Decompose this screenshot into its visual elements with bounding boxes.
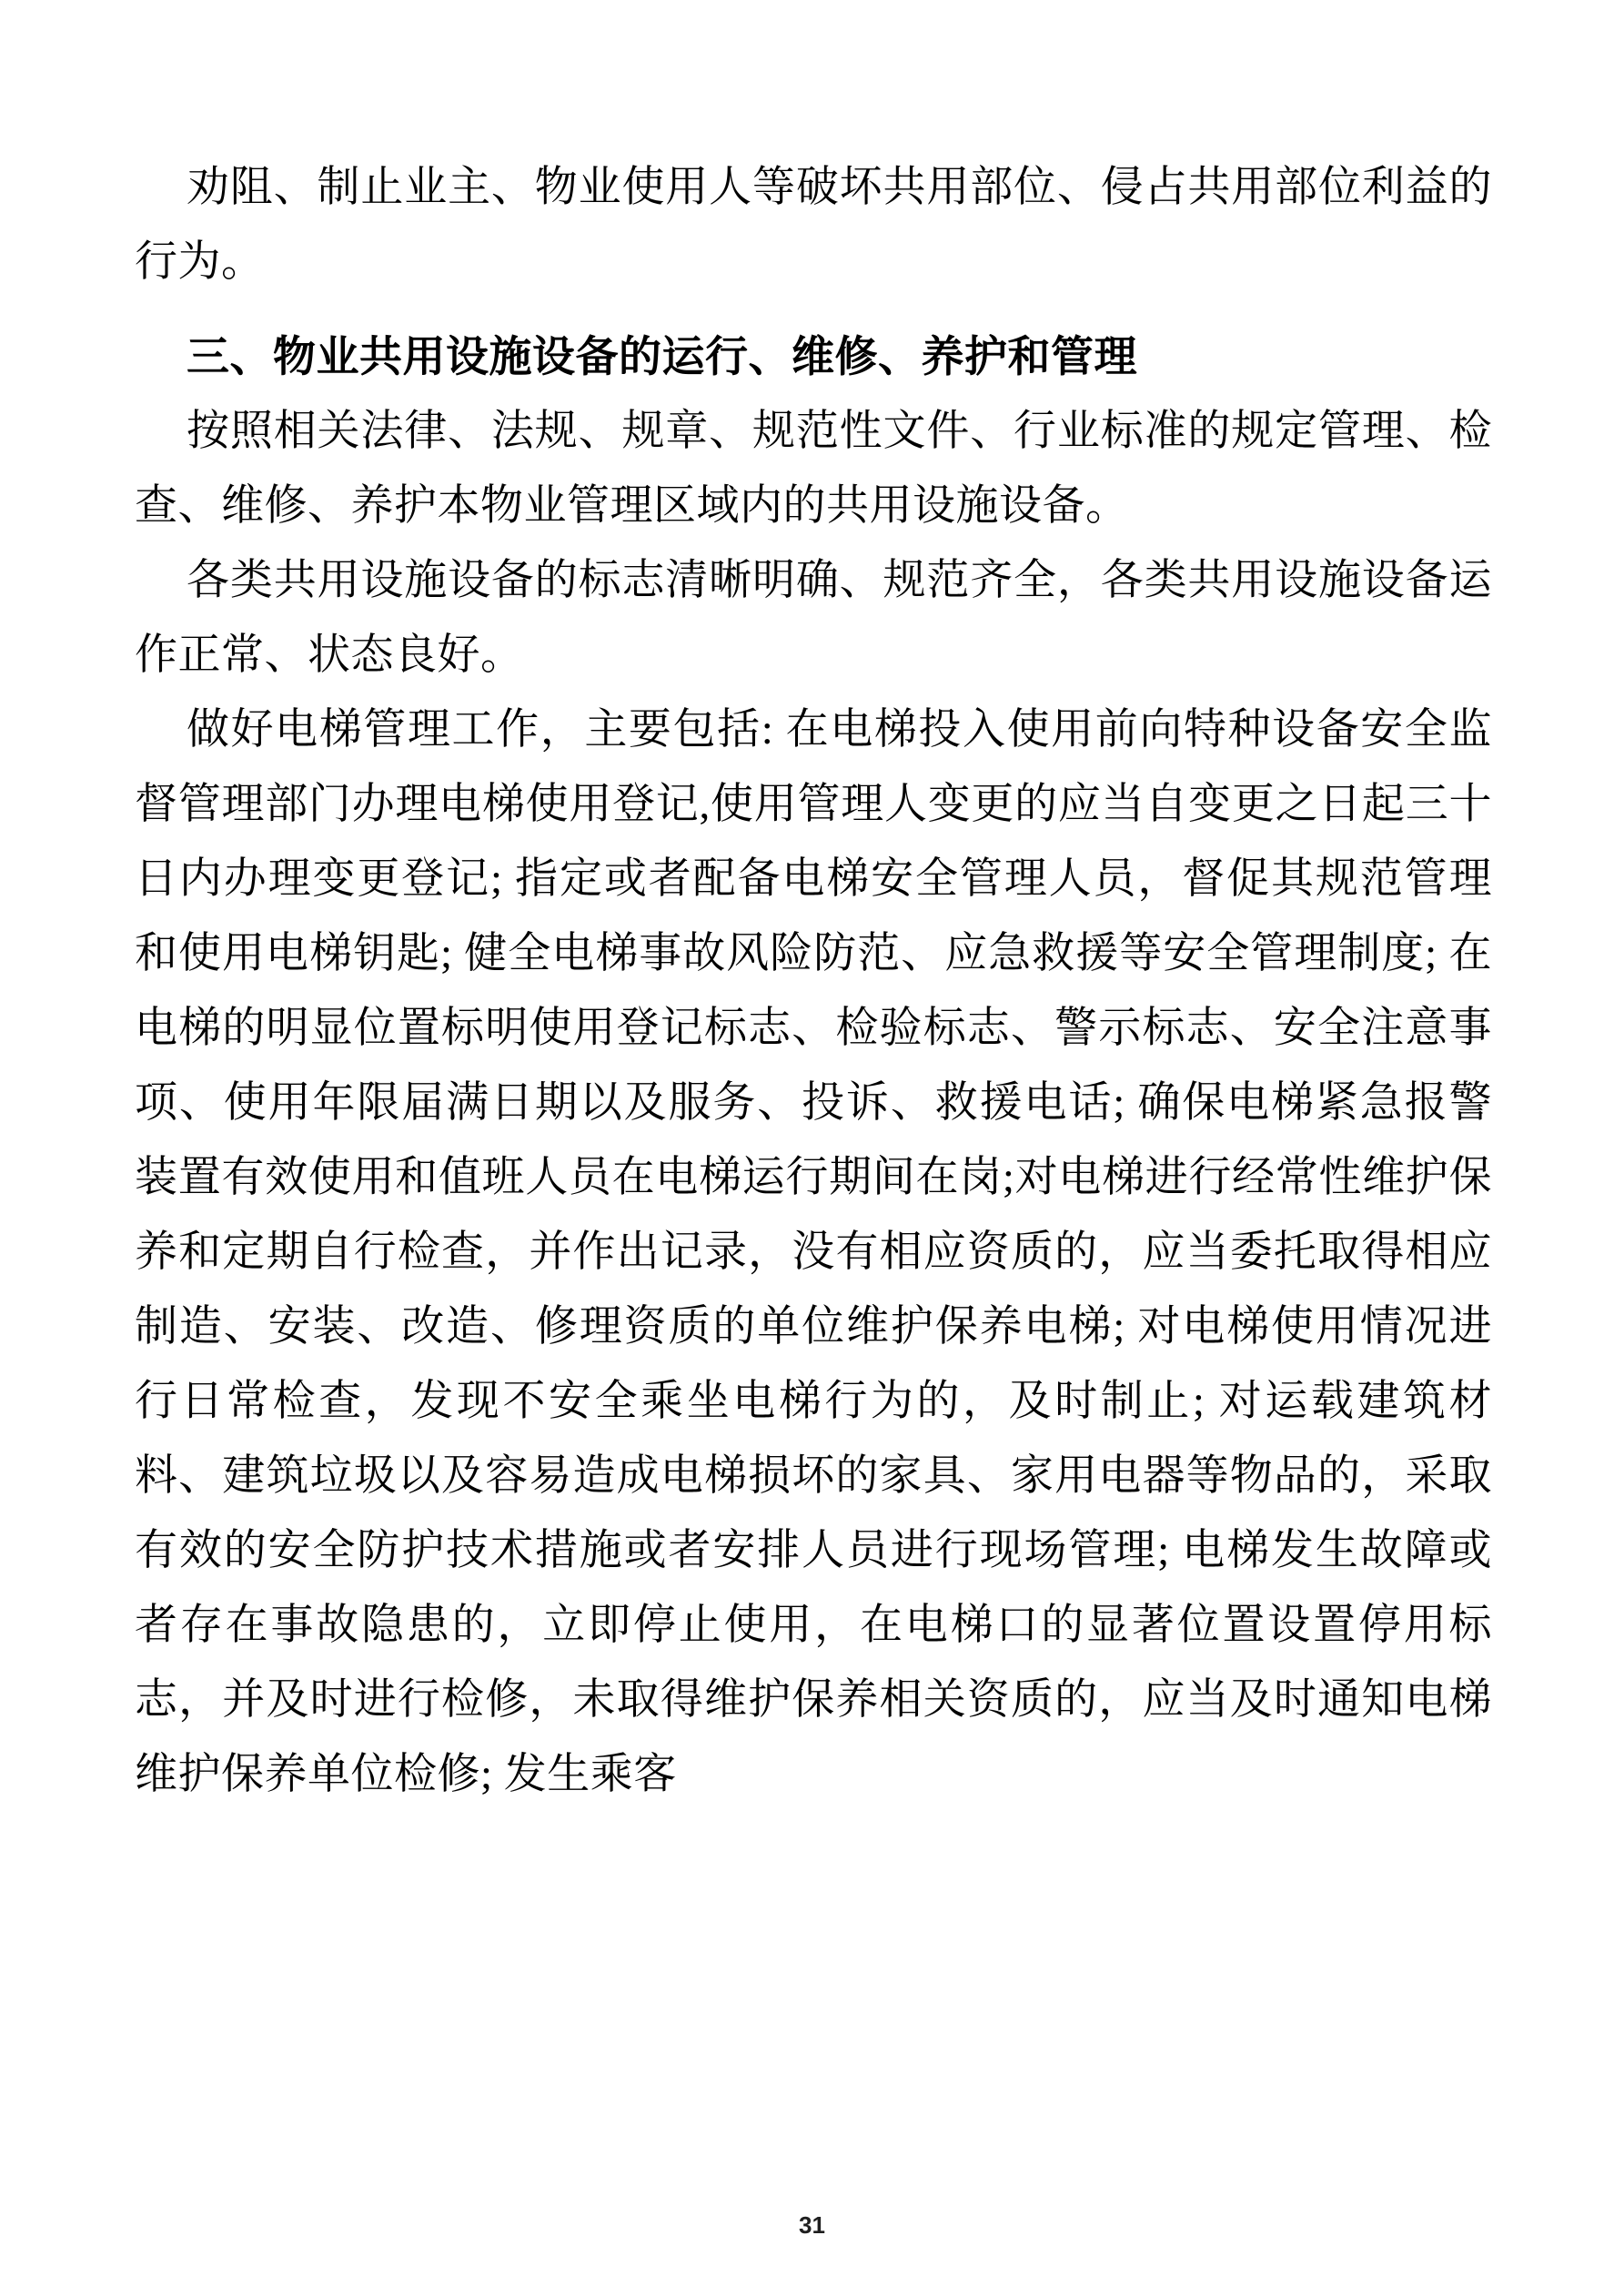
section-heading: 三、物业共用设施设备的运行、维修、养护和管理 (187, 332, 1137, 380)
body-paragraph: 按照相关法律、法规、规章、规范性文件、行业标准的规定管理、检查、维修、养护本物业管理区域内的共用设施设备。 (135, 408, 1492, 530)
body-paragraph: 做好电梯管理工作，主要包括: 在电梯投入使用前向特种设备安全监督管理部门办理电梯使用登记,使用管理人变更的应当自变更之日起三十日内办理变更登记; 指定或者配备电梯安全管理人员，督促其规范管理和使用电梯钥匙; 健全电梯事故风险防范、应急救援等安全管理制度; 在电梯的明显位置标明使用登记标志、检验标志、警示标志、安全注意事项、使用年限届满日期以及服务、投诉、救援电话; 确保电梯紧急报警装置有效使用和值班人员在电梯运行期间在岗;对电梯进行经常性维护保养和定期自行检查，并作出记录，没有相应资质的，应当委托取得相应制造、安装、改造、修理资质的单位维护保养电梯; 对电梯使用情况进行日常检查，发现不安全乘坐电梯行为的，及时制止; 对运载建筑材料、建筑垃圾以及容易造成电梯损坏的家具、家用电器等物品的，采取有效的安全防护技术措施或者安排人员进行现场管理; 电梯发生故障或者存在事故隐患的，立即停止使用，在电梯口的显著位置设置停用标志，并及时进行检修，未取得维护保养相关资质的，应当及时通知电梯维护保养单位检修; 发生乘客 (135, 706, 1492, 1798)
page-number: 31 (799, 2211, 825, 2239)
body-paragraph: 各类共用设施设备的标志清晰明确、规范齐全，各类共用设施设备运作正常、状态良好。 (135, 557, 1492, 679)
body-paragraph: 劝阻、制止业主、物业使用人等破坏共用部位、侵占共用部位利益的行为。 (135, 164, 1492, 286)
